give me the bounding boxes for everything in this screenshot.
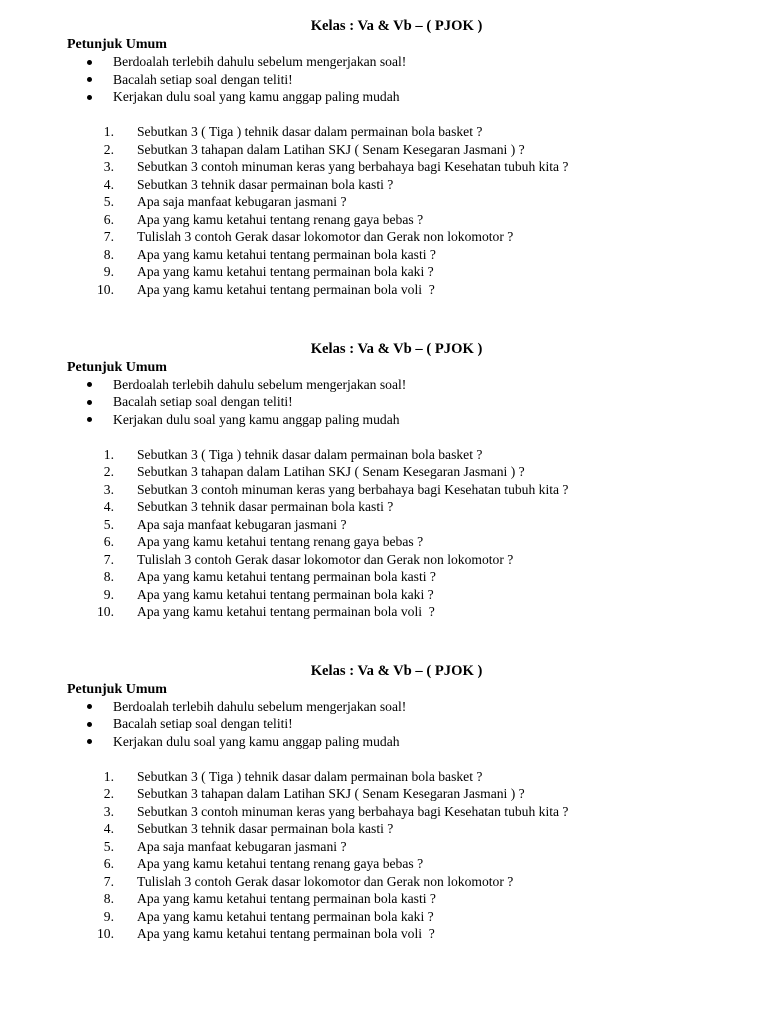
instruction-text: Kerjakan dulu soal yang kamu anggap paling mudah [113, 89, 400, 104]
question-number: 5. [103, 194, 114, 209]
question-number: 2. [103, 141, 114, 157]
question-text: Sebutkan 3 tahapan dalam Latihan SKJ ( Senam Kesegaran Jasmani ) ? [137, 464, 525, 479]
bullet-icon [87, 77, 92, 82]
question-number: 1. [103, 124, 114, 139]
question-number: 2. [103, 464, 114, 479]
question-number: 3. [103, 803, 114, 819]
instruction-text: Kerjakan dulu soal yang kamu anggap paling mudah [113, 733, 400, 749]
question-number: 3. [103, 159, 114, 174]
question-text: Sebutkan 3 contoh minuman keras yang berbahaya bagi Kesehatan tubuh kita ? [137, 803, 569, 819]
question-number: 5. [103, 516, 114, 532]
question-text: Tulislah 3 contoh Gerak dasar lokomotor dan Gerak non lokomotor ? [137, 229, 514, 244]
question-text: Apa yang kamu ketahui tentang permainan bola kaki ? [137, 908, 434, 924]
question-text: Apa yang kamu ketahui tentang permainan bola kasti ? [137, 891, 436, 906]
instructions-heading: Petunjuk Umum [67, 681, 167, 697]
question-text: Apa yang kamu ketahui tentang renang gaya bebas ? [137, 856, 424, 871]
question-number: 5. [103, 838, 114, 854]
bullet-icon [87, 60, 92, 65]
question-text: Sebutkan 3 ( Tiga ) tehnik dasar dalam permainan bola basket ? [137, 124, 483, 139]
question-text: Apa saja manfaat kebugaran jasmani ? [137, 838, 347, 854]
question-text: Sebutkan 3 contoh minuman keras yang berbahaya bagi Kesehatan tubuh kita ? [137, 481, 569, 497]
question-number: 8. [103, 569, 114, 584]
question-text: Sebutkan 3 tehnik dasar permainan bola kasti ? [137, 821, 394, 836]
question-number: 9. [103, 908, 114, 924]
bullet-icon [87, 704, 92, 709]
bullet-icon [87, 722, 92, 727]
question-text: Tulislah 3 contoh Gerak dasar lokomotor dan Gerak non lokomotor ? [137, 551, 514, 567]
question-number: 6. [103, 534, 114, 549]
question-text: Apa yang kamu ketahui tentang permainan bola kaki ? [137, 586, 434, 602]
section-title: Kelas : Va & Vb – ( PJOK ) [310, 340, 483, 357]
instruction-text: Bacalah setiap soal dengan teliti! [113, 394, 293, 409]
instructions-heading: Petunjuk Umum [67, 37, 167, 52]
question-text: Apa yang kamu ketahui tentang permainan bola voli ? [137, 604, 435, 619]
question-text: Apa yang kamu ketahui tentang renang gaya bebas ? [137, 211, 424, 227]
question-text: Apa yang kamu ketahui tentang permainan bola kasti ? [137, 246, 436, 262]
question-number: 8. [103, 891, 114, 906]
question-number: 7. [103, 551, 114, 567]
instruction-text: Berdoalah terlebih dahulu sebelum mengerjakan soal! [113, 376, 407, 392]
question-number: 4. [103, 821, 114, 836]
question-text: Apa yang kamu ketahui tentang permainan bola voli ? [137, 281, 435, 297]
question-text: Sebutkan 3 tahapan dalam Latihan SKJ ( Senam Kesegaran Jasmani ) ? [137, 786, 525, 801]
question-number: 4. [103, 176, 114, 192]
question-text: Sebutkan 3 ( Tiga ) tehnik dasar dalam permainan bola basket ? [137, 446, 483, 462]
question-text: Apa yang kamu ketahui tentang permainan bola voli ? [137, 926, 435, 941]
question-text: Sebutkan 3 contoh minuman keras yang berbahaya bagi Kesehatan tubuh kita ? [137, 159, 569, 174]
question-text: Apa yang kamu ketahui tentang renang gaya bebas ? [137, 534, 424, 549]
bullet-icon [87, 382, 92, 387]
question-text: Sebutkan 3 tehnik dasar permainan bola kasti ? [137, 499, 394, 514]
exam-section-1 [0, 2, 768, 302]
section-title: Kelas : Va & Vb – ( PJOK ) [310, 662, 483, 679]
question-text: Apa saja manfaat kebugaran jasmani ? [137, 516, 347, 532]
bullet-icon [87, 417, 92, 422]
section-title: Kelas : Va & Vb – ( PJOK ) [310, 18, 483, 34]
question-text: Apa saja manfaat kebugaran jasmani ? [137, 194, 347, 209]
instruction-text: Bacalah setiap soal dengan teliti! [113, 71, 293, 87]
question-number: 10. [97, 926, 114, 941]
question-number: 4. [103, 499, 114, 514]
question-text: Sebutkan 3 tehnik dasar permainan bola kasti ? [137, 176, 394, 192]
question-number: 8. [103, 246, 114, 262]
question-number: 3. [103, 481, 114, 497]
question-number: 1. [103, 446, 114, 462]
instruction-text: Berdoalah terlebih dahulu sebelum mengerjakan soal! [113, 698, 407, 714]
instructions-heading: Petunjuk Umum [67, 359, 167, 375]
bullet-icon [87, 95, 92, 100]
question-number: 7. [103, 873, 114, 889]
bullet-icon [87, 400, 92, 405]
instruction-text: Kerjakan dulu soal yang kamu anggap paling mudah [113, 411, 400, 427]
bullet-icon [87, 739, 92, 744]
question-text: Tulislah 3 contoh Gerak dasar lokomotor dan Gerak non lokomotor ? [137, 873, 514, 889]
question-number: 1. [103, 768, 114, 784]
exam-section-3 [0, 647, 768, 947]
question-number: 2. [103, 786, 114, 801]
question-number: 6. [103, 211, 114, 227]
question-number: 10. [97, 281, 114, 297]
question-number: 10. [97, 604, 114, 619]
question-text: Sebutkan 3 ( Tiga ) tehnik dasar dalam permainan bola basket ? [137, 768, 483, 784]
question-number: 9. [103, 264, 114, 279]
instruction-text: Berdoalah terlebih dahulu sebelum mengerjakan soal! [113, 54, 407, 69]
instruction-text: Bacalah setiap soal dengan teliti! [113, 716, 293, 731]
question-text: Apa yang kamu ketahui tentang permainan bola kaki ? [137, 264, 434, 279]
question-number: 6. [103, 856, 114, 871]
question-text: Apa yang kamu ketahui tentang permainan bola kasti ? [137, 569, 436, 584]
question-number: 7. [103, 229, 114, 244]
exam-section-2 [0, 325, 768, 625]
question-number: 9. [103, 586, 114, 602]
question-text: Sebutkan 3 tahapan dalam Latihan SKJ ( Senam Kesegaran Jasmani ) ? [137, 141, 525, 157]
